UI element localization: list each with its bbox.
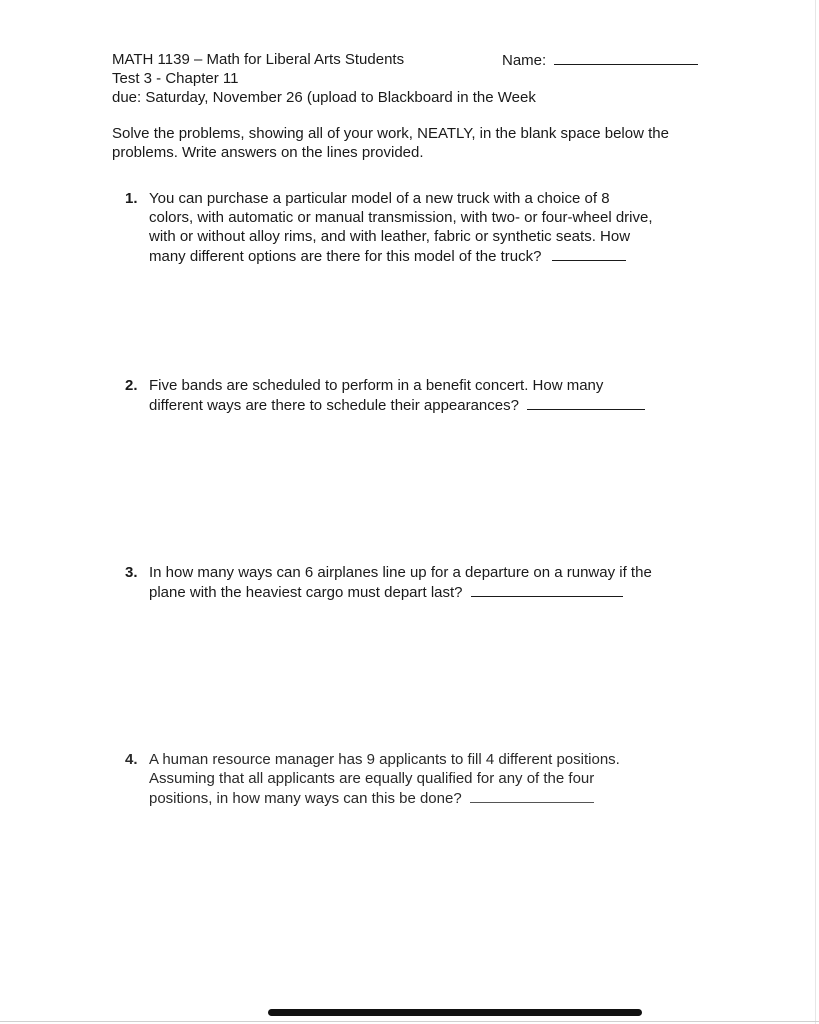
problem-text <box>149 750 705 808</box>
problem-last-line <box>149 788 705 808</box>
problem-1 <box>125 189 705 266</box>
problem-number: 3. <box>125 564 138 581</box>
answer-line-2[interactable] <box>527 395 645 410</box>
problem-line: different ways are there to schedule their appearances? <box>149 397 519 414</box>
problem-line: positions, in how many ways can this be done? <box>149 790 462 807</box>
problem-line: with or without alloy rims, and with leather, fabric or synthetic seats. How <box>149 228 631 245</box>
home-indicator-bar[interactable] <box>268 1009 642 1016</box>
due-date: due: Saturday, November 26 (upload to Blackboard in the Week <box>112 89 536 106</box>
name-field <box>502 50 698 70</box>
problem-line: Assuming that all applicants are equally qualified for any of the four <box>149 770 595 787</box>
instructions-line: Solve the problems, showing all of your work, NEATLY, in the blank space below the <box>112 125 669 142</box>
problem-number: 4. <box>125 751 138 768</box>
problem-line: You can purchase a particular model of a new truck with a choice of 8 <box>149 190 610 207</box>
problem-text <box>149 189 705 266</box>
page-bottom-edge <box>0 1021 819 1022</box>
problem-text <box>149 376 705 415</box>
problem-last-line <box>149 246 705 266</box>
problem-line: Five bands are scheduled to perform in a benefit concert. How many <box>149 377 604 394</box>
answer-line-1[interactable] <box>552 246 626 261</box>
problem-text <box>149 563 705 602</box>
problem-line: colors, with automatic or manual transmission, with two- or four-wheel drive, <box>149 209 653 226</box>
name-answer-line[interactable] <box>554 50 698 65</box>
problem-line: In how many ways can 6 airplanes line up for a departure on a runway if the <box>149 564 652 581</box>
instructions <box>112 124 732 162</box>
problem-last-line <box>149 582 705 602</box>
problem-number: 1. <box>125 190 138 207</box>
test-title: Test 3 - Chapter 11 <box>112 70 239 87</box>
problem-line: many different options are there for this model of the truck? <box>149 248 542 265</box>
page-edge <box>815 0 816 1024</box>
problem-4 <box>125 750 705 808</box>
problem-last-line <box>149 395 705 415</box>
course-title: MATH 1139 – Math for Liberal Arts Students <box>112 51 405 68</box>
problem-line: A human resource manager has 9 applicants to fill 4 different positions. <box>149 751 620 768</box>
answer-line-3[interactable] <box>471 582 623 597</box>
problem-number: 2. <box>125 377 138 394</box>
name-label: Name: <box>502 52 547 69</box>
problem-3 <box>125 563 705 602</box>
instructions-line: problems. Write answers on the lines provided. <box>112 144 424 161</box>
answer-line-4[interactable] <box>470 788 594 803</box>
problem-2 <box>125 376 705 415</box>
problem-line: plane with the heaviest cargo must depart last? <box>149 584 463 601</box>
